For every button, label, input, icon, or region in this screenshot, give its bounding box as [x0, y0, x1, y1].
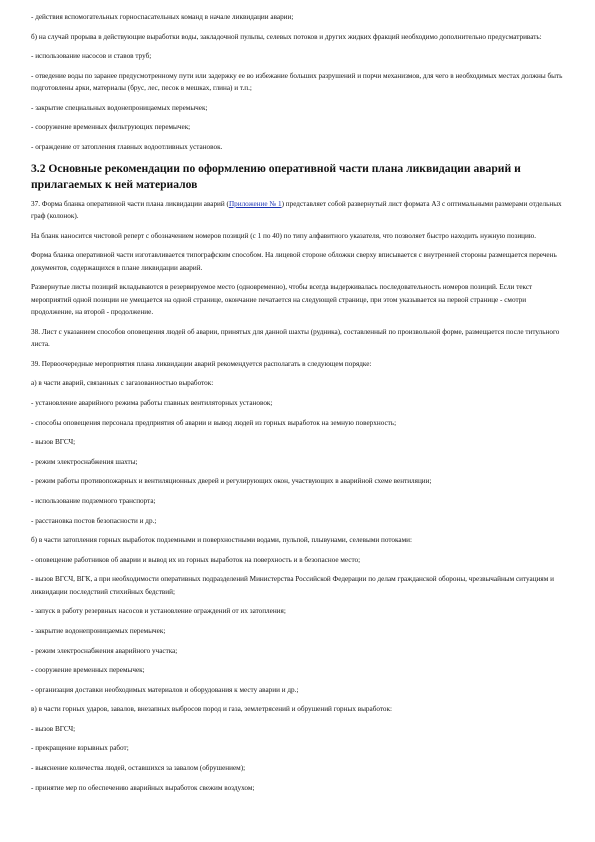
paragraph-37-text-after: ) представляет собой развернутый лист формата А3 с оптимальными размерами отдельных граф (колонок).	[31, 199, 562, 221]
paragraph-body-19: - сооружение временных перемычек;	[31, 666, 145, 675]
appendix-1-link[interactable]: Приложение № 1	[228, 199, 282, 208]
paragraph-body-10: - режим работы противопожарных и вентиляционных дверей и регулирующих окон, участвующих в аварийной схеме вентиляции;	[31, 477, 432, 486]
paragraph-body-16: - запуск в работу резервных насосов и установление ограждений от их затопления;	[31, 607, 286, 616]
paragraph-top-4: - закрытие специальных водонепроницаемых перемычек;	[31, 103, 208, 112]
paragraph-body-22: - вызов ВГСЧ;	[31, 724, 76, 733]
paragraph-body-25: - принятие мер по обеспечению аварийных выработок свежим воздухом;	[31, 783, 255, 792]
paragraph-body-23: - прекращение взрывных работ;	[31, 744, 129, 753]
paragraph-body-21: в) в части горных ударов, завалов, внезапных выбросов пород и газа, землетрясений и обрушений горных выработок:	[31, 705, 393, 714]
paragraph-body-5: а) в части аварий, связанных с загазованностью выработок:	[31, 379, 214, 388]
paragraph-body-8: - вызов ВГСЧ;	[31, 438, 76, 447]
paragraph-body-7: - способы оповещения персонала предприятия об аварии и вывод людей из горных выработок на земную поверхность;	[31, 418, 397, 427]
paragraph-body-2: Развернутые листы позиций вкладываются в резервируемое место (одновременно), чтобы всегда выдерживалась последовательность номеров позиций. Если текст мероприятий одной позиции не умещается на одной странице, окончание печатается на следующей странице, при этом указывается на первой странице - смотри продолжение, на второй - продолжение.	[31, 283, 533, 317]
paragraph-top-0: - действия вспомогательных горноспасательных команд в начале ликвидации аварии;	[31, 13, 294, 21]
paragraph-body-18: - режим электроснабжения аварийного участка;	[31, 646, 178, 655]
paragraph-body-20: - организация доставки необходимых материалов и оборудования к месту аварии и др.;	[31, 685, 299, 694]
paragraph-body-14: - оповещение работников об аварии и вывод их из горных выработок на поверхность и в безопасное место;	[31, 555, 361, 564]
paragraph-body-11: - использование подземного транспорта;	[31, 496, 156, 505]
document-page	[31, 11, 568, 801]
paragraph-top-5: - сооружение временных фильтрующих перемычек;	[31, 123, 191, 132]
paragraph-body-12: - расстановка постов безопасности и др.;	[31, 516, 157, 525]
paragraph-top-3: - отведение воды по заранее предусмотренному пути или задержку ее во избежание больших разрушений и порчи механизмов, для чего в необходимых местах должны быть подготовлены арки, материалы (брус, лес, песок в мешках, глина) и т.п.;	[31, 71, 563, 93]
section-heading: 3.2 Основные рекомендации по оформлению оперативной части плана ликвидации аварий и прилагаемых к ней материалов	[31, 162, 521, 191]
paragraph-body-17: - закрытие водонепроницаемых перемычек;	[31, 626, 166, 635]
paragraph-body-4: 39. Первоочередные мероприятия плана ликвидации аварий рекомендуется располагать в следующем порядке:	[31, 359, 372, 368]
paragraph-top-1: б) на случай прорыва в действующие выработки воды, закладочной пульпы, селевых потоков и других жидких фракций необходимо дополнительно предусматривать:	[31, 32, 542, 41]
paragraph-37-text-before: 37. Форма бланка оперативной части плана ликвидации аварий (	[31, 199, 229, 208]
paragraph-body-3: 38. Лист с указанием способов оповещения людей об аварии, принятых для данной шахты (рудника), составленный по произвольной форме, размещается после титульного листа.	[31, 327, 560, 349]
paragraph-body-9: - режим электроснабжения шахты;	[31, 457, 138, 466]
paragraph-body-15: - вызов ВГСЧ, ВГК, а при необходимости оперативных подразделений Министерства Российской Федерации по делам гражданской обороны, чрезвычайным ситуациям и ликвидации последствий стихийных бедствий;	[31, 575, 554, 596]
paragraph-37	[31, 198, 568, 223]
paragraph-body-0: На бланк наносится чистовой реперт с обозначением номеров позиций (с 1 по 40) по типу алфавитного указателя, что позволяет быстро находить нужную позицию.	[31, 231, 537, 240]
paragraph-top-2: - использование насосов и ставов труб;	[31, 52, 152, 61]
paragraph-body-6: - установление аварийного режима работы главных вентиляторных установок;	[31, 398, 273, 407]
paragraph-top-6: - ограждение от затопления главных водоотливных установок.	[31, 142, 223, 151]
paragraph-body-24: - выяснение количества людей, оставшихся за завалом (обрушением);	[31, 764, 246, 773]
paragraph-body-1: Форма бланка оперативной части изготавливается типографским способом. На лицевой стороне обложки сверху вписывается с внутренней стороны размещается перечень документов, содержащихся в плане ликвидации аварий.	[31, 251, 557, 272]
paragraph-body-13: б) в части затопления горных выработок подземными и поверхностными водами, пульпой, плывунами, селевыми потоками:	[31, 536, 412, 545]
